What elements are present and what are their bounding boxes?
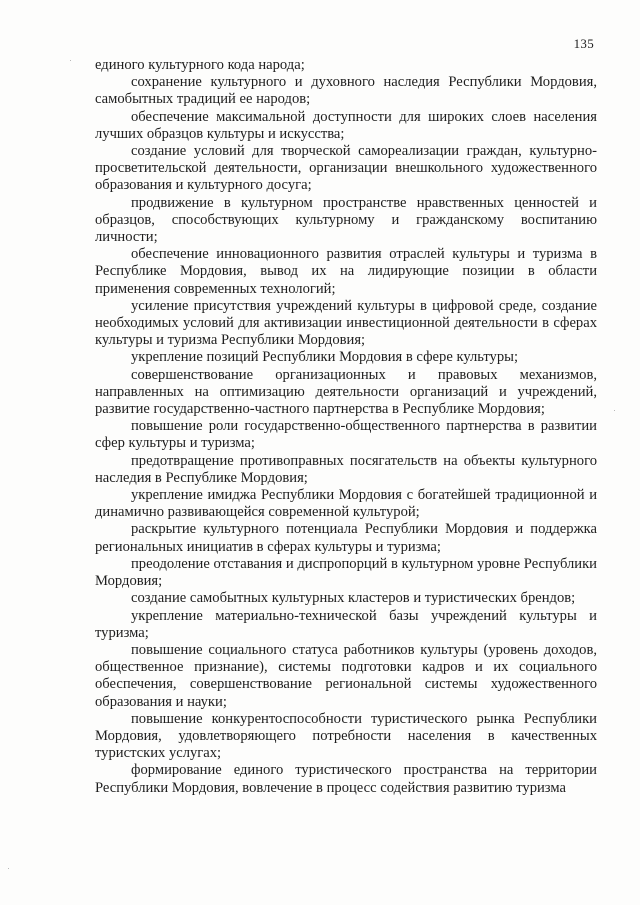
paragraph-3: обеспечение максимальной доступности для широких слоев населения лучших образцов культуры и искусства; [95,108,597,142]
paragraph-17: повышение социального статуса работников культуры (уровень доходов, общественное признание), системы подготовки кадров и их социального обеспечения, совершенствование региональной системы художественного образования и науки; [95,641,597,710]
paragraph-12: укрепление имиджа Республики Мордовия с богатейшей традиционной и динамично развивающейся современной культурой; [95,487,597,521]
paragraph-1: единого культурного кода народа; [95,57,305,73]
paragraph-19: формирование единого туристического пространства на территории Республики Мордовия, вовлечение в процесс содействия развитию туризма [95,762,597,796]
paragraph-8: укрепление позиций Республики Мордовия в сфере культуры; [131,349,519,366]
paragraph-16: укрепление материально-технической базы учреждений культуры и туризма; [95,607,597,641]
paragraph-14: преодоление отставания и диспропорций в культурном уровне Республики Мордовия; [95,555,597,590]
paragraph-10: повышение роли государственно-общественного партнерства в развитии сфер культуры и туризма; [95,418,597,452]
paragraph-11: предотвращение противоправных посягательств на объекты культурного наследия в Республике Мордовия; [95,452,597,486]
paragraph-7: усиление присутствия учреждений культуры в цифровой среде, создание необходимых условий для активизации инвестиционной деятельности в сферах культуры и туризма Республики Мордовия; [95,297,597,349]
scan-speck [614,410,615,411]
paragraph-5: продвижение в культурном пространстве нравственных ценностей и образцов, способствующих культурному и гражданскому воспитанию личности; [95,194,597,246]
scan-speck [8,868,9,869]
paragraph-15: создание самобытных культурных кластеров и туристических брендов; [131,590,576,607]
paragraph-4: создание условий для творческой самореализации граждан, культурно-просветительской деятельности, организации внешкольного художественного образования и культурного досуга; [95,143,597,194]
scan-speck [70,60,71,61]
paragraph-9: совершенствование организационных и правовых механизмов, направленных на оптимизацию деятельности организаций и учреждений, развитие государственно-частного партнерства в Республике Мордовия; [95,366,597,418]
paragraph-13: раскрытие культурного потенциала Республики Мордовия и поддержка региональных инициатив в сферах культуры и туризма; [95,521,597,555]
paragraph-2: сохранение культурного и духовного наследия Республики Мордовия, самобытных традиций ее народов; [95,74,597,108]
paragraph-6: обеспечение инновационного развития отраслей культуры и туризма в Республике Мордовия, вывод их на лидирующие позиции в области применения современных технологий; [95,246,597,297]
paragraph-18: повышение конкурентоспособности туристического рынка Республики Мордовия, удовлетворяющего потребности населения в качественных туристских услугах; [95,710,597,762]
body-text [95,57,597,797]
page-number: 135 [573,36,594,51]
